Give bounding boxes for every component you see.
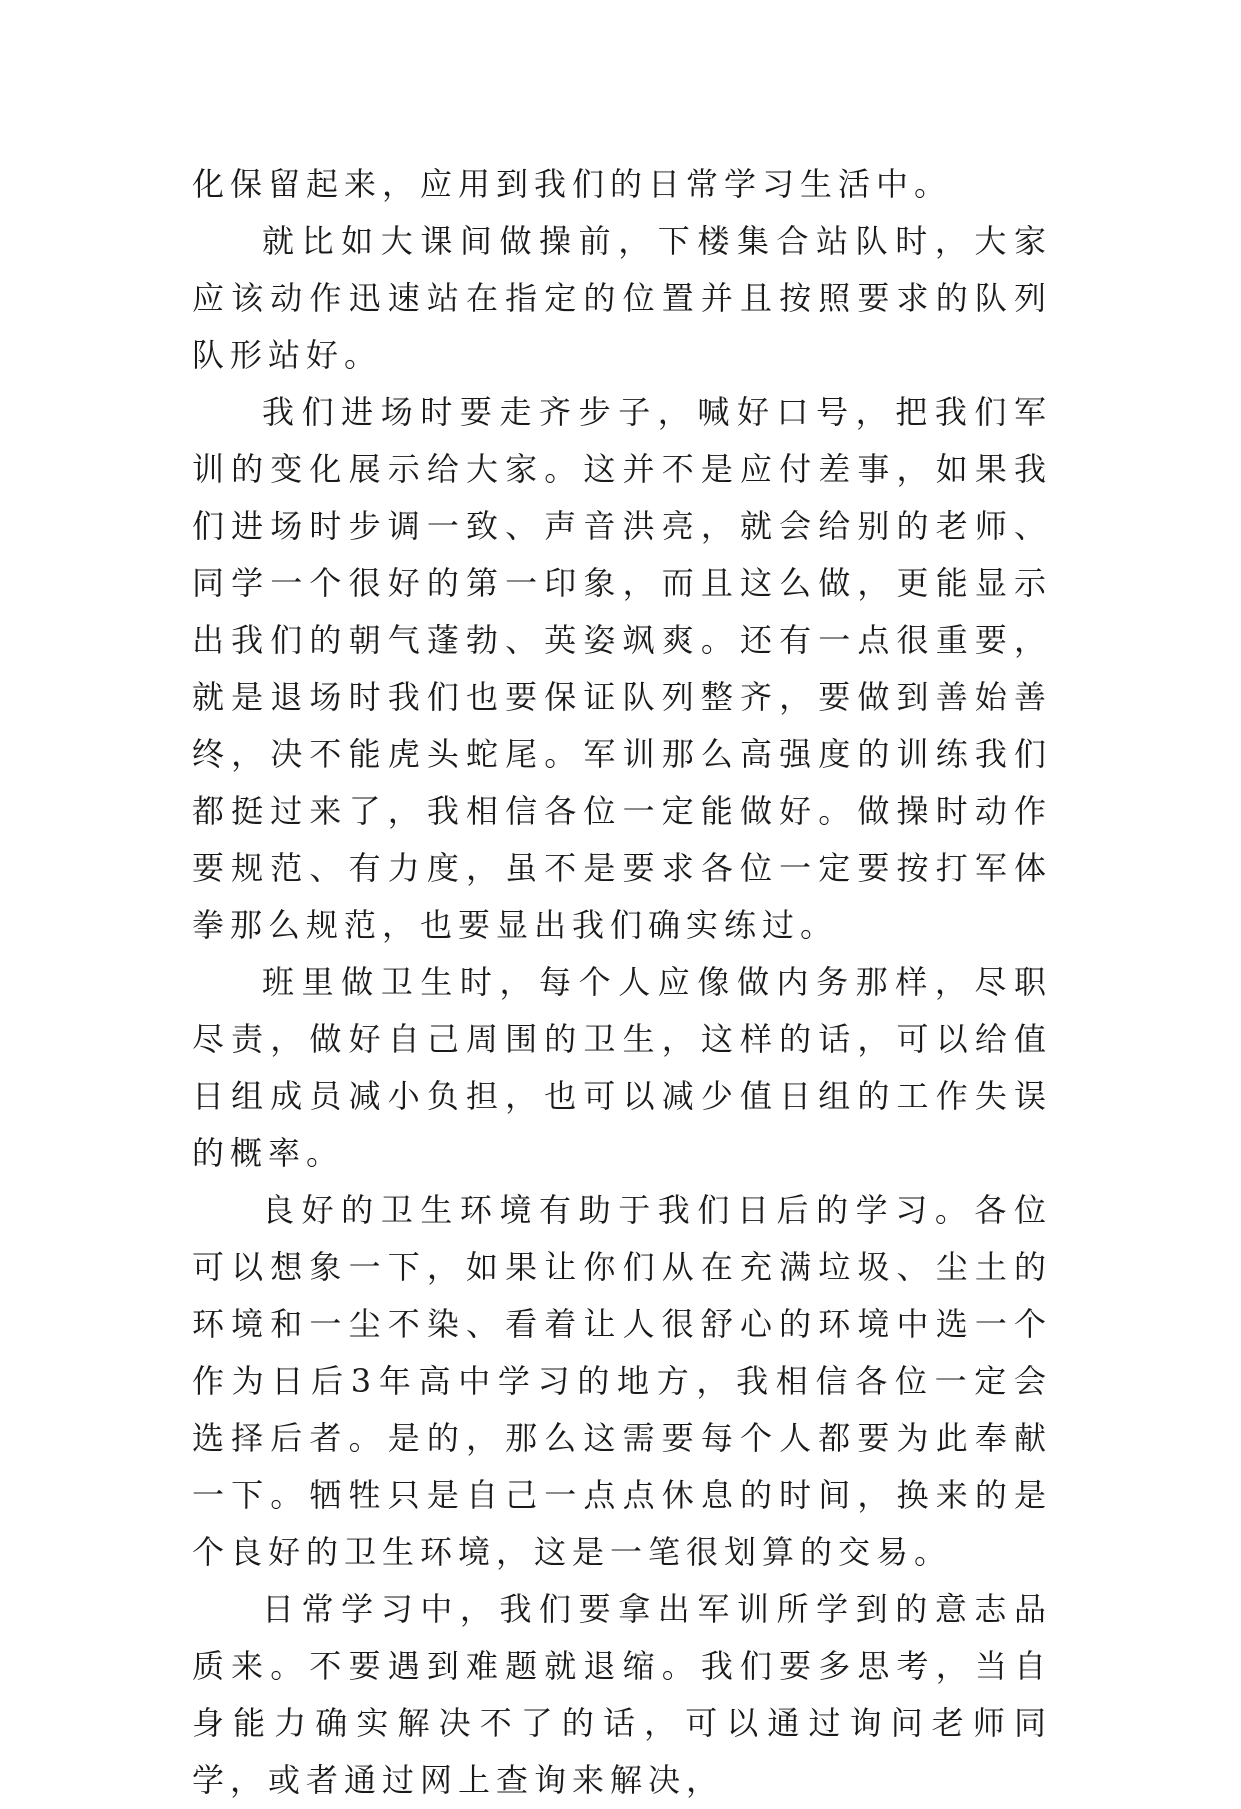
paragraph: 我们进场时要走齐步子，喊好口号，把我们军训的变化展示给大家。这并不是应付差事，如果我们进场时步调一致、声音洪亮，就会给别的老师、同学一个很好的第一印象，而且这么做，更能显示出我们的朝气蓬勃、英姿飒爽。还有一点很重要，就是退场时我们也要保证队列整齐，要做到善始善终，决不能虎头蛇尾。军训那么高强度的训练我们都挺过来了，我相信各位一定能做好。做操时动作要规范、有力度，虽不是要求各位一定要按打军体拳那么规范，也要显出我们确实练过。 <box>192 393 1052 944</box>
document-body <box>192 156 1052 1809</box>
paragraph: 日常学习中，我们要拿出军训所学到的意志品质来。不要遇到难题就退缩。我们要多思考，当自身能力确实解决不了的话，可以通过询问老师同学，或者通过网上查询来解决， <box>192 1590 1052 1799</box>
paragraph: 就比如大课间做操前，下楼集合站队时，大家应该动作迅速站在指定的位置并且按照要求的队列队形站好。 <box>192 222 1052 374</box>
paragraph: 化保留起来，应用到我们的日常学习生活中。 <box>192 165 953 203</box>
paragraph: 班里做卫生时，每个人应像做内务那样，尽职尽责，做好自己周围的卫生，这样的话，可以给值日组成员减小负担，也可以减少值日组的工作失误的概率。 <box>192 963 1052 1172</box>
paragraph: 良好的卫生环境有助于我们日后的学习。各位可以想象一下，如果让你们从在充满垃圾、尘土的环境和一尘不染、看着让人很舒心的环境中选一个作为日后3年高中学习的地方，我相信各位一定会选择后者。是的，那么这需要每个人都要为此奉献一下。牺牲只是自己一点点休息的时间，换来的是个良好的卫生环境，这是一笔很划算的交易。 <box>192 1191 1052 1571</box>
